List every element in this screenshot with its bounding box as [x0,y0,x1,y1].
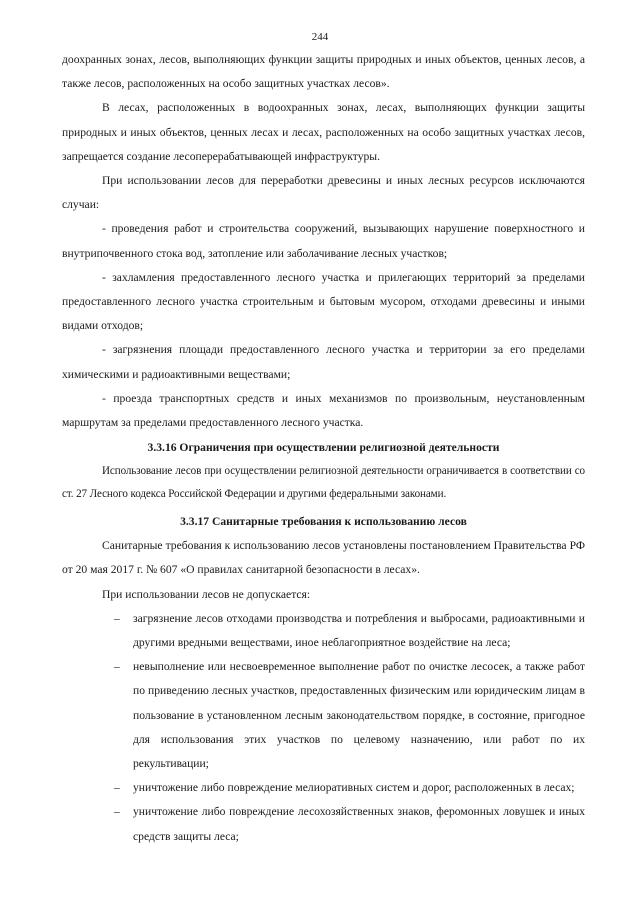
list-item-text: уничтожение либо повреждение лесохозяйственных знаков, феромонных ловушек и иных средств защиты леса; [133,805,585,843]
list-item-text: загрязнение лесов отходами производства и потребления и выбросами, радиоактивными и другими вредными веществами, иное неблагоприятное воздействие на леса; [133,611,585,650]
dash-bullet: – [114,781,120,795]
list-item-text: невыполнение или несвоевременное выполнение работ по очистке лесосек, а также работ по приведению лесных участков, предоставленных физическим или юридическим лицам в пользование в установленном лесным законодательством порядке, в состояние, пригодное для использования этих участков по целевому назначению, или работ по их рекультивации; [133,660,585,771]
paragraph-not-allowed-intro: При использовании лесов не допускается: [102,587,311,601]
section-heading-3-3-16: 3.3.16 Ограничения при осуществлении религиозной деятельности [147,441,500,455]
list-item-text: уничтожение либо повреждение мелиоративных систем и дорог, расположенных в лесах; [133,781,575,795]
paragraph-sanitary-requirements: Санитарные требования к использованию лесов установлены постановлением Правительства РФ от 20 мая 2017 г. № 607 «О правилах санитарной безопасности в лесах». [62,539,585,577]
list-item [62,607,585,655]
dash-bullet: – [114,611,120,625]
paragraph-religious-use: Использование лесов при осуществлении религиозной деятельности ограничивается в соответствии со ст. 27 Лесного кодекса Российской Федерации и другими федеральными законами. [62,465,585,500]
excluded-case-item: - загрязнения площади предоставленного лесного участка и территории за его пределами химическими и радиоактивными веществами; [62,343,585,381]
list-item [62,800,585,848]
document-body [62,48,585,849]
excluded-case-item: - проезда транспортных средств и иных механизмов по произвольным, неустановленным маршрутам за пределами предоставленного лесного участка. [62,391,585,430]
page-number: 244 [311,31,329,43]
list-item [62,655,585,776]
list-item [62,776,585,800]
paragraph-excluded-cases-intro: При использовании лесов для переработки древесины и иных лесных ресурсов исключаются случаи: [62,174,585,212]
section-heading-3-3-17: 3.3.17 Санитарные требования к использованию лесов [180,515,467,529]
excluded-case-item: - захламления предоставленного лесного участка и прилегающих территорий за пределами предоставленного лесного участка строительным и бытовым мусором, отходами древесины и иными видами отходов; [62,270,585,333]
prohibitions-list [62,607,585,849]
dash-bullet: – [114,805,120,819]
excluded-case-item: - проведения работ и строительства сооружений, вызывающих нарушение поверхностного и внутрипочвенного стока вод, затопление или заболачивание лесных участков; [62,222,585,260]
dash-bullet: – [114,660,120,674]
paragraph-prohibition-infrastructure: В лесах, расположенных в водоохранных зонах, лесах, выполняющих функции защиты природных и иных объектов, ценных лесах и лесах, расположенных на особо защитных участках лесов, запрещается создание лесоперерабатывающей инфраструктуры. [62,101,585,163]
paragraph-continuation: доохранных зонах, лесов, выполняющих функции защиты природных и иных объектов, ценных лесов, а также лесов, расположенных на особо защитных участках лесов». [62,53,585,91]
